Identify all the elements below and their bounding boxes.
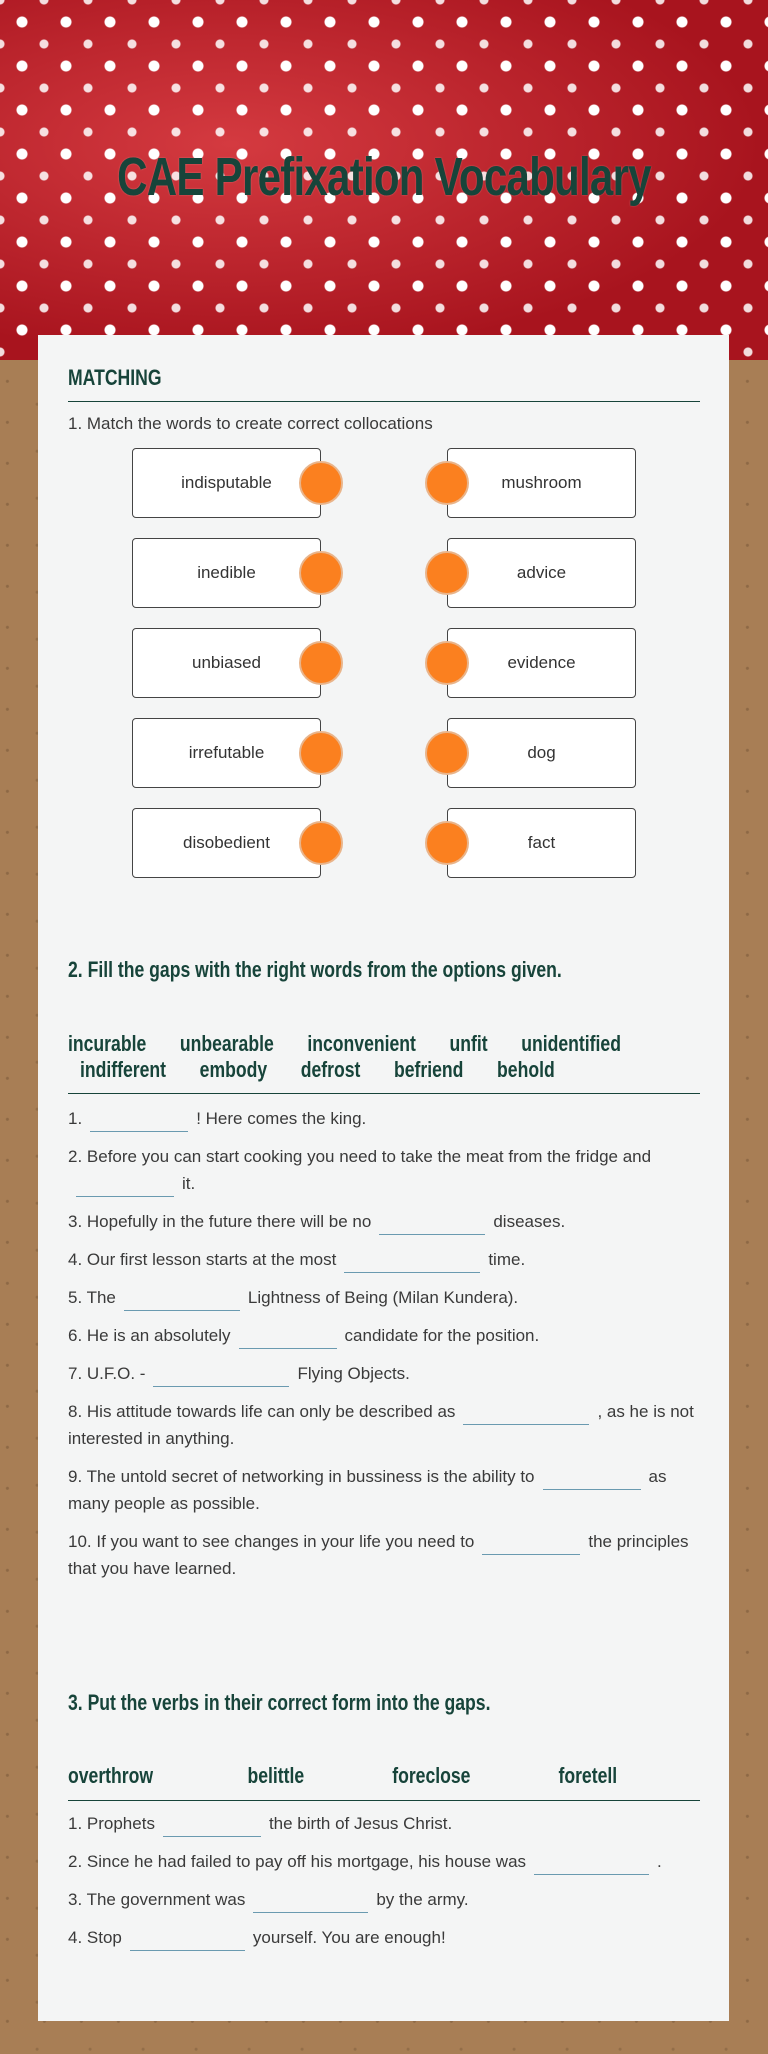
divider bbox=[68, 1800, 700, 1801]
matching-heading: MATCHING bbox=[68, 365, 162, 390]
gap-input[interactable] bbox=[239, 1328, 337, 1349]
match-right-item[interactable]: advice bbox=[447, 538, 636, 608]
word-bank-item: unidentified bbox=[521, 1031, 621, 1056]
match-left-item[interactable]: irrefutable bbox=[132, 718, 321, 788]
gap-sentence bbox=[68, 1398, 700, 1452]
gap-sentence bbox=[68, 1208, 700, 1235]
gap-sentence bbox=[68, 1360, 700, 1387]
match-left-item[interactable]: unbiased bbox=[132, 628, 321, 698]
section2-sentences bbox=[68, 1105, 700, 1593]
match-connector-dot[interactable] bbox=[425, 551, 469, 595]
sentence-text: 7. U.F.O. - bbox=[68, 1364, 146, 1383]
word-bank-item: behold bbox=[497, 1057, 555, 1082]
match-connector-dot[interactable] bbox=[425, 461, 469, 505]
gap-sentence bbox=[68, 1463, 700, 1517]
sentence-text: the principles that you have learned. bbox=[68, 1532, 689, 1578]
sentence-text: yourself. You are enough! bbox=[252, 1928, 446, 1947]
gap-input[interactable] bbox=[153, 1366, 289, 1387]
gap-input[interactable] bbox=[344, 1252, 480, 1273]
section3-sentences bbox=[68, 1810, 700, 1962]
sentence-text: 1. Prophets bbox=[68, 1814, 155, 1833]
sentence-text: 4. Our first lesson starts at the most bbox=[68, 1250, 337, 1269]
gap-input[interactable] bbox=[124, 1290, 240, 1311]
match-left-item[interactable]: disobedient bbox=[132, 808, 321, 878]
match-left-item[interactable]: inedible bbox=[132, 538, 321, 608]
sentence-text: diseases. bbox=[493, 1212, 566, 1231]
sentence-text: 2. Since he had failed to pay off his mortgage, his house was bbox=[68, 1852, 527, 1871]
worksheet-card bbox=[38, 335, 729, 2021]
word-bank-item: unbearable bbox=[179, 1031, 274, 1056]
matching-instruction: 1. Match the words to create correct collocations bbox=[68, 414, 433, 433]
word-bank-item: indifferent bbox=[80, 1057, 167, 1082]
sentence-text: . bbox=[657, 1852, 662, 1871]
gap-input[interactable] bbox=[379, 1214, 485, 1235]
sentence-text: 1. bbox=[68, 1109, 83, 1128]
sentence-text: as many people as possible. bbox=[68, 1467, 667, 1513]
match-connector-dot[interactable] bbox=[299, 551, 343, 595]
divider bbox=[68, 1093, 700, 1094]
word-bank-item: overthrow bbox=[68, 1763, 154, 1788]
divider bbox=[68, 401, 700, 402]
sentence-text: it. bbox=[182, 1174, 196, 1193]
gap-sentence bbox=[68, 1848, 700, 1875]
sentence-text: by the army. bbox=[376, 1890, 469, 1909]
sentence-text: the birth of Jesus Christ. bbox=[268, 1814, 453, 1833]
gap-input[interactable] bbox=[130, 1930, 245, 1951]
match-right-item[interactable]: dog bbox=[447, 718, 636, 788]
match-connector-dot[interactable] bbox=[425, 731, 469, 775]
gap-input[interactable] bbox=[534, 1854, 649, 1875]
gap-input[interactable] bbox=[482, 1534, 580, 1555]
match-right-item[interactable]: evidence bbox=[447, 628, 636, 698]
sentence-text: ! Here comes the king. bbox=[196, 1109, 367, 1128]
gap-input[interactable] bbox=[463, 1404, 589, 1425]
gap-input[interactable] bbox=[76, 1176, 174, 1197]
gap-sentence bbox=[68, 1810, 700, 1837]
match-connector-dot[interactable] bbox=[299, 461, 343, 505]
gap-sentence bbox=[68, 1924, 700, 1951]
sentence-text: 4. Stop bbox=[68, 1928, 122, 1947]
sentence-text: Flying Objects. bbox=[297, 1364, 410, 1383]
gap-sentence bbox=[68, 1528, 700, 1582]
match-left-item[interactable]: indisputable bbox=[132, 448, 321, 518]
page-title: CAE Prefixation Vocabulary bbox=[117, 147, 651, 207]
gap-sentence bbox=[68, 1143, 700, 1197]
gap-sentence bbox=[68, 1322, 700, 1349]
sentence-text: 3. The government was bbox=[68, 1890, 246, 1909]
match-connector-dot[interactable] bbox=[425, 821, 469, 865]
word-bank-item: foreclose bbox=[392, 1763, 471, 1788]
gap-sentence bbox=[68, 1886, 700, 1913]
gap-input[interactable] bbox=[163, 1816, 261, 1837]
match-connector-dot[interactable] bbox=[299, 731, 343, 775]
section3-heading: 3. Put the verbs in their correct form into the gaps. bbox=[68, 1690, 491, 1715]
sentence-text: Lightness of Being (Milan Kundera). bbox=[247, 1288, 519, 1307]
word-bank-item: foretell bbox=[558, 1763, 618, 1788]
sentence-text: time. bbox=[488, 1250, 526, 1269]
word-bank-item: unfit bbox=[449, 1031, 488, 1056]
sentence-text: 8. His attitude towards life can only be described as bbox=[68, 1402, 456, 1421]
word-bank-row-1 bbox=[68, 1031, 621, 1057]
word-bank-item: inconvenient bbox=[307, 1031, 416, 1056]
word-bank-item: embody bbox=[199, 1057, 268, 1082]
word-bank-verbs bbox=[68, 1763, 617, 1789]
match-connector-dot[interactable] bbox=[425, 641, 469, 685]
sentence-text: 5. The bbox=[68, 1288, 116, 1307]
match-right-item[interactable]: fact bbox=[447, 808, 636, 878]
sentence-text: 6. He is an absolutely bbox=[68, 1326, 231, 1345]
sentence-text: , as he is not interested in anything. bbox=[68, 1402, 694, 1448]
match-connector-dot[interactable] bbox=[299, 641, 343, 685]
sentence-text: candidate for the position. bbox=[344, 1326, 540, 1345]
gap-input[interactable] bbox=[253, 1892, 368, 1913]
section2-heading: 2. Fill the gaps with the right words from the options given. bbox=[68, 957, 562, 982]
match-right-item[interactable]: mushroom bbox=[447, 448, 636, 518]
gap-input[interactable] bbox=[543, 1469, 641, 1490]
sentence-text: 3. Hopefully in the future there will be no bbox=[68, 1212, 372, 1231]
sentence-text: 10. If you want to see changes in your life you need to bbox=[68, 1532, 475, 1551]
word-bank-item: befriend bbox=[393, 1057, 464, 1082]
sentence-text: 9. The untold secret of networking in bussiness is the ability to bbox=[68, 1467, 535, 1486]
gap-sentence bbox=[68, 1284, 700, 1311]
word-bank-item: defrost bbox=[300, 1057, 361, 1082]
word-bank-item: belittle bbox=[247, 1763, 305, 1788]
gap-sentence bbox=[68, 1105, 700, 1132]
word-bank-item: incurable bbox=[68, 1031, 147, 1056]
gap-sentence bbox=[68, 1246, 700, 1273]
word-bank-row-2 bbox=[80, 1057, 555, 1083]
match-connector-dot[interactable] bbox=[299, 821, 343, 865]
sentence-text: 2. Before you can start cooking you need to take the meat from the fridge and bbox=[68, 1147, 652, 1166]
gap-input[interactable] bbox=[90, 1111, 188, 1132]
